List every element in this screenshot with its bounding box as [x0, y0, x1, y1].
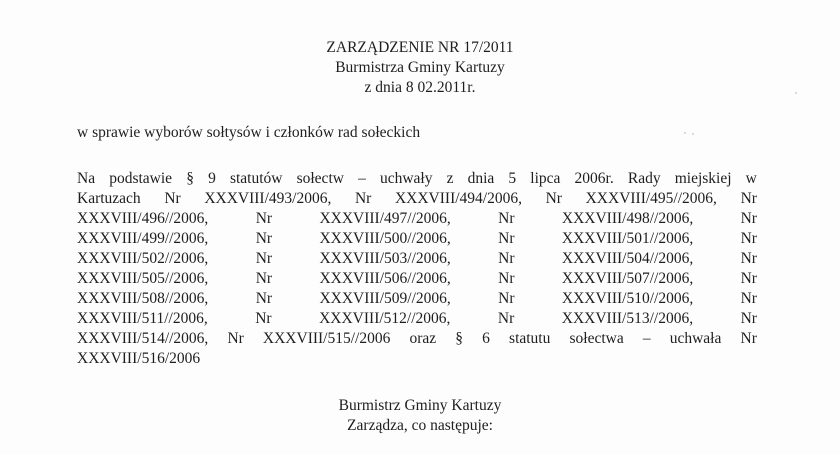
paragraph-word: 6	[482, 330, 490, 347]
paragraph-word: XXXVIII/502//2006,	[77, 250, 209, 267]
paragraph-word: statutów	[229, 170, 283, 187]
paragraph-word: XXXVIII/510//2006,	[561, 290, 694, 307]
paragraph-word: Nr	[498, 230, 515, 247]
paragraph-word: miejskiej	[674, 170, 732, 187]
paragraph-line	[77, 309, 757, 329]
paragraph-word: XXXVIII/511//2006,	[77, 310, 208, 327]
decree-subject: w sprawie wyborów sołtysów i członków rad sołeckich	[77, 124, 421, 141]
paragraph-word: XXXVIII/497//2006,	[319, 210, 451, 227]
paragraph-word: Nr	[255, 310, 272, 327]
paragraph-word: 2006r.	[574, 170, 614, 187]
paragraph-word: Nr	[498, 250, 515, 267]
paragraph-word: XXXVIII/499//2006,	[77, 230, 209, 247]
paragraph-word: Nr	[498, 290, 515, 307]
paragraph-word: podstawie	[109, 170, 173, 187]
paragraph-line	[77, 289, 757, 309]
paragraph-line-last	[77, 349, 757, 369]
legal-basis-paragraph	[77, 169, 757, 369]
paragraph-word: –	[358, 170, 366, 187]
paragraph-word: 5	[508, 170, 517, 187]
paragraph-word: Nr	[255, 210, 273, 227]
decree-issuer: Burmistrza Gminy Kartuzy	[335, 59, 505, 76]
paragraph-word: Nr	[740, 230, 757, 247]
paragraph-word: XXXVIII/504//2006,	[561, 250, 694, 267]
paragraph-word: Kartuzach	[77, 190, 141, 207]
paragraph-word: Nr	[255, 290, 273, 307]
paragraph-word: XXXVIII/512//2006,	[319, 310, 451, 327]
paragraph-word: lipca	[530, 170, 561, 187]
paragraph-word: XXXVIII/503//2006,	[319, 250, 451, 267]
paragraph-word: Nr	[740, 290, 757, 307]
paragraph-word: XXXVIII/496//2006,	[77, 210, 209, 227]
paragraph-word: uchwały	[379, 170, 433, 187]
paragraph-word: sołectwa	[569, 330, 624, 347]
paragraph-line	[77, 269, 757, 289]
paragraph-word: Na	[77, 170, 96, 187]
paragraph-word: Nr	[497, 310, 515, 327]
paragraph-word: XXXVIII/514//2006,	[77, 330, 209, 347]
paragraph-word: Nr	[354, 190, 372, 207]
paragraph-word: Nr	[164, 190, 181, 207]
paragraph-word: 9	[208, 170, 216, 187]
paragraph-word: w	[745, 170, 757, 187]
paragraph-word: Nr	[740, 210, 757, 227]
paragraph-word: Nr	[227, 330, 244, 347]
paragraph-word: XXXVIII/493/2006,	[204, 190, 332, 207]
paragraph-word: §	[455, 330, 464, 347]
paragraph-word: z	[446, 170, 454, 187]
paragraph-word: XXXVIII/508//2006,	[77, 290, 209, 307]
paragraph-word: XXXVIII/505//2006,	[77, 270, 209, 287]
paragraph-word: dnia	[467, 170, 495, 187]
paragraph-word: Nr	[545, 190, 562, 207]
paragraph-word: Nr	[255, 270, 273, 287]
paragraph-line	[77, 169, 757, 189]
paragraph-word: XXXVIII/495//2006,	[585, 190, 717, 207]
paragraph-word: XXXVIII/494/2006,	[394, 190, 522, 207]
paragraph-word: XXXVIII/509//2006,	[319, 290, 451, 307]
paragraph-word: Nr	[740, 190, 757, 207]
paragraph-word: Nr	[498, 270, 515, 287]
paragraph-word: Nr	[255, 230, 273, 247]
paragraph-word: XXXVIII/501//2006,	[561, 230, 694, 247]
paragraph-word: sołectw	[296, 170, 344, 187]
paragraph-word: XXXVIII/498//2006,	[561, 210, 694, 227]
paragraph-word: Nr	[740, 270, 757, 287]
scan-speck	[692, 133, 694, 135]
paragraph-word: §	[186, 170, 194, 187]
paragraph-word: XXXVIII/513//2006,	[561, 310, 694, 327]
scan-speck	[684, 132, 686, 134]
paragraph-word: XXXVIII/507//2006,	[561, 270, 694, 287]
paragraph-line	[77, 209, 757, 229]
paragraph-word: statutu	[509, 330, 551, 347]
paragraph-word: Nr	[740, 330, 757, 347]
closing-decree: Zarządza, co następuje:	[347, 417, 493, 434]
decree-title: ZARZĄDZENIE NR 17/2011	[326, 39, 514, 56]
paragraph-word: Nr	[255, 250, 273, 267]
scan-speck	[795, 92, 797, 94]
paragraph-word: XXXVIII/500//2006,	[319, 230, 451, 247]
paragraph-line	[77, 249, 757, 269]
paragraph-word: XXXVIII/515//2006	[262, 330, 391, 347]
closing-issuer: Burmistrz Gminy Kartuzy	[338, 397, 502, 414]
paragraph-word: XXXVIII/516/2006	[77, 350, 201, 367]
paragraph-word: uchwała	[669, 330, 722, 347]
paragraph-line	[77, 189, 757, 209]
paragraph-word: Nr	[740, 250, 757, 267]
paragraph-word: oraz	[409, 330, 437, 347]
paragraph-word: Rady	[627, 170, 661, 187]
paragraph-line	[77, 329, 757, 349]
paragraph-word: –	[642, 330, 651, 347]
paragraph-word: Nr	[498, 210, 515, 227]
paragraph-line	[77, 229, 757, 249]
decree-date: z dnia 8 02.2011r.	[364, 79, 476, 96]
paragraph-word: Nr	[740, 310, 757, 327]
paragraph-word: XXXVIII/506//2006,	[319, 270, 451, 287]
